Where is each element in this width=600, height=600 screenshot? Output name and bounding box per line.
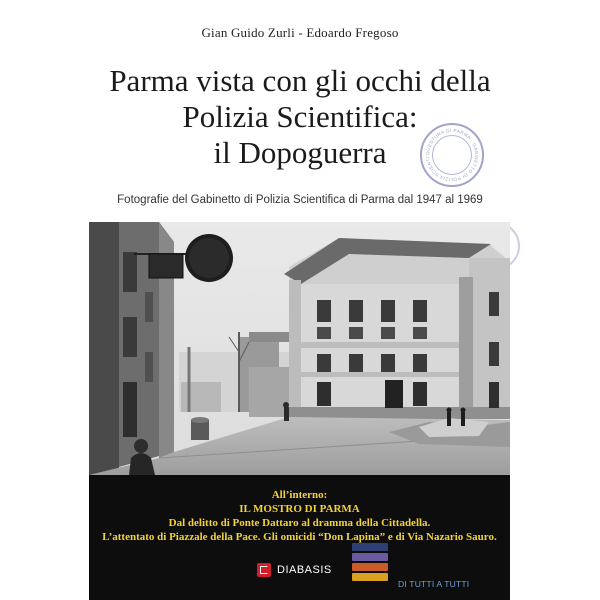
- info-band: [89, 475, 510, 600]
- contents-block: [89, 488, 510, 544]
- title-line-2: Polizia Scientifica:: [182, 99, 418, 134]
- book-spine-orange: [352, 563, 388, 571]
- contents-label: All’interno:: [271, 489, 328, 501]
- series-name: DI TUTTI A TUTTI: [398, 579, 470, 589]
- book-title: [0, 63, 600, 171]
- authors: Gian Guido Zurli - Edoardo Fregoso: [201, 25, 399, 40]
- cover-photograph: [89, 222, 510, 475]
- publisher-name: DIABASIS: [277, 564, 332, 576]
- book-stack-icon: [352, 543, 390, 583]
- contents-headline: IL MOSTRO DI PARMA: [239, 503, 360, 515]
- publisher-logo: [257, 563, 332, 577]
- contents-line-2: L’attentato di Piazzale della Pace. Gli omicidi “Don Lapina” e di Via Nazario Sauro.: [102, 531, 497, 543]
- title-line-1: Parma vista con gli occhi della: [109, 63, 491, 98]
- book-spine-blue: [352, 543, 388, 551]
- book-spine-purple: [352, 553, 388, 561]
- street-scene-graphic: [89, 222, 510, 475]
- diabasis-logo-icon: [257, 563, 271, 577]
- stamp-lettering-graphic: [422, 125, 482, 185]
- subtitle: Fotografie del Gabinetto di Polizia Scientifica di Parma dal 1947 al 1969: [117, 194, 483, 206]
- title-line-3: il Dopoguerra: [213, 135, 387, 170]
- book-spine-yellow: [352, 573, 388, 581]
- svg-text:QUESTURA DI PARMA · GABINETTO: QUESTURA DI PARMA · GABINETTO DI POLIZIA SCIENTI: [424, 127, 480, 183]
- police-stamp-icon: [420, 123, 484, 187]
- contents-line-1: Dal delitto di Ponte Dattaro al dramma della Cittadella.: [168, 517, 431, 529]
